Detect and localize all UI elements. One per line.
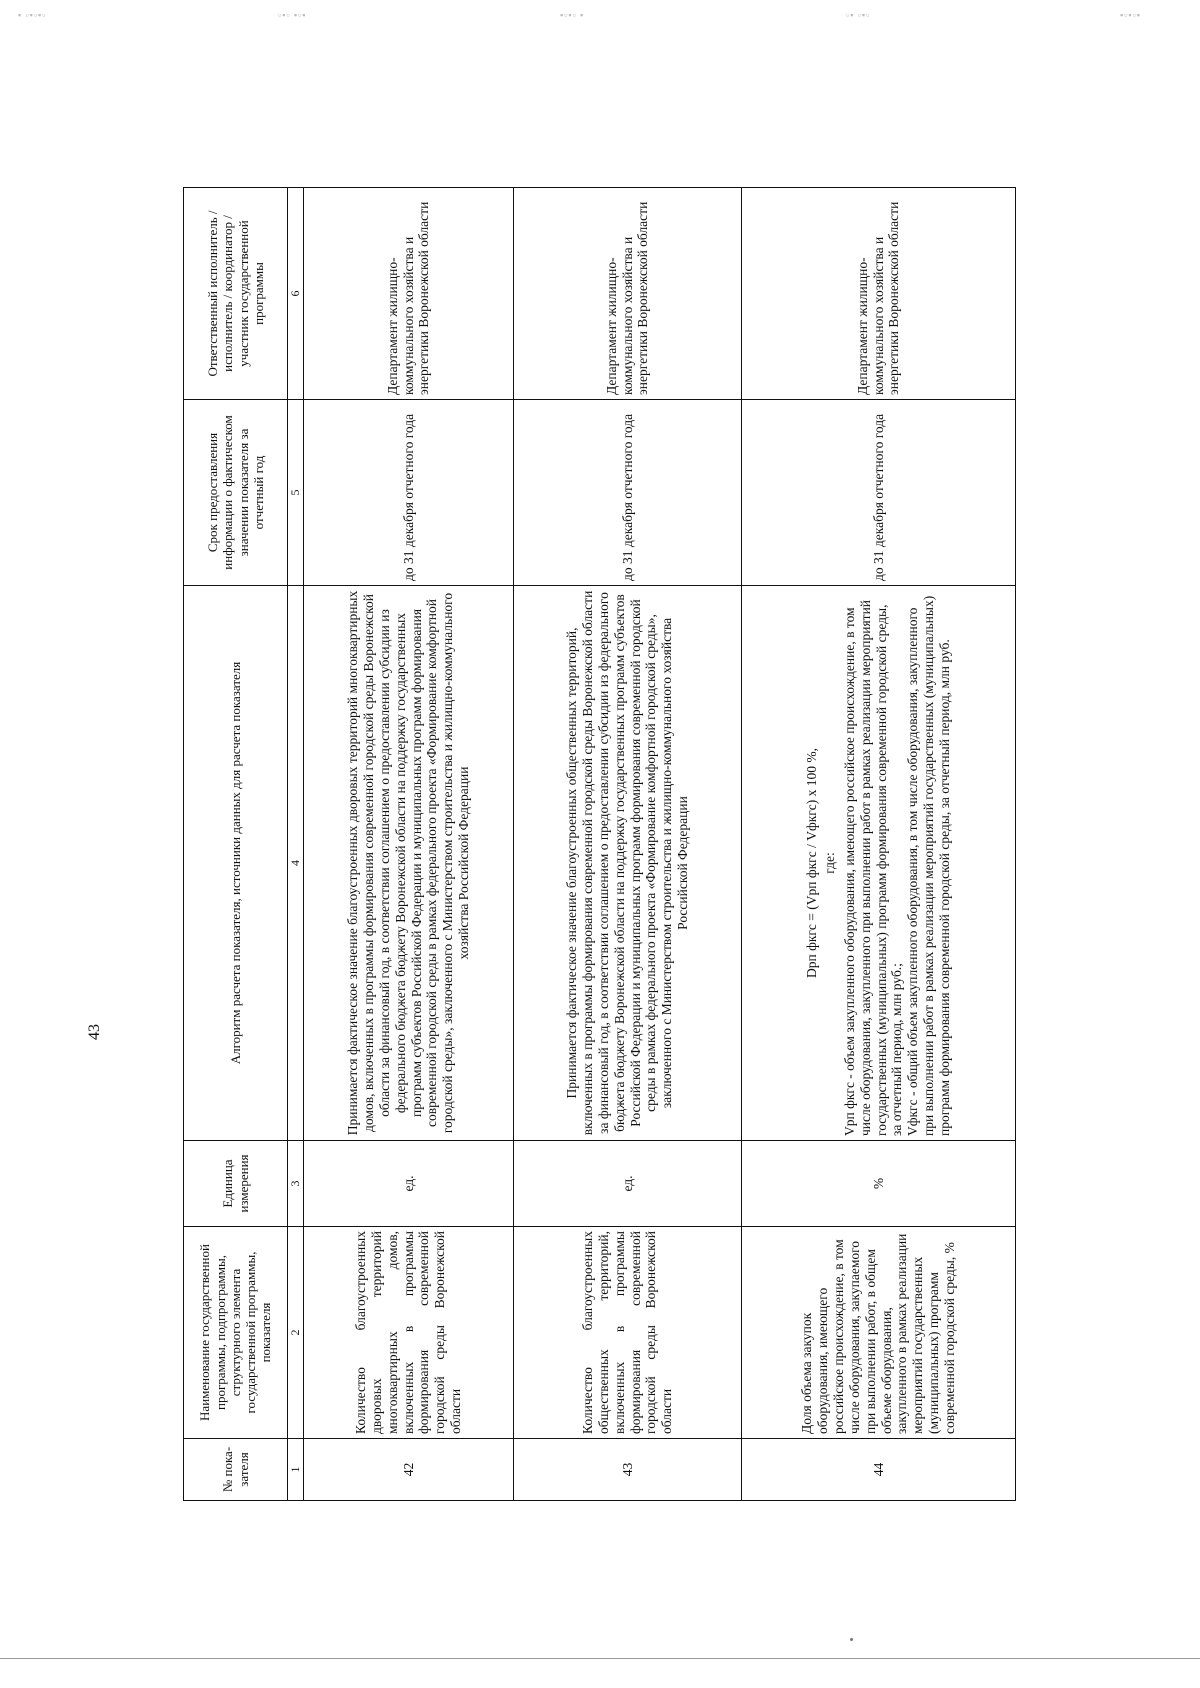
scan-speck: [850, 1638, 853, 1641]
row-number: 44: [742, 1439, 1016, 1501]
indicator-unit: %: [742, 1141, 1016, 1227]
scan-artifact: ▪▫▪▫ ▪: [560, 10, 585, 20]
column-number: 2: [288, 1227, 304, 1439]
scan-artifact: ▪ ▫▪▫▪▫: [18, 10, 47, 20]
indicator-algorithm: Принимается фактическое значение благоустроенных дворовых территорий многоквартирных домов, включенных в программы формирования современной городской среды Воронежской области за финансовый год, в соответствии соглашением о предоставлении субсидии из федерального бюджета бюджету Воронежской области на поддержку государственных программ субъектов Российской Федерации и муниципальных программ формирования современной городской среды в рамках федерального проекта «Формирование комфортной городской среды», заключенного с Министерством строительства и жилищно-коммунального хозяйства Российской Федерации: [304, 586, 514, 1141]
indicator-executor: Департамент жилищно-коммунального хозяйства и энергетики Воронежской области: [514, 188, 742, 400]
header-indicator-number: № пока-зателя: [184, 1439, 288, 1501]
header-algorithm: Алгоритм расчета показателя, источники данных для расчета показателя: [184, 586, 288, 1141]
header-deadline: Срок предоставления информации о фактическом значении показателя за отчетный год: [184, 400, 288, 586]
column-number: 4: [288, 586, 304, 1141]
header-row: [184, 188, 288, 1501]
indicator-table-rotated: [183, 188, 1015, 1501]
column-number: 1: [288, 1439, 304, 1501]
indicator-deadline: до 31 декабря отчетного года: [514, 400, 742, 586]
header-program-name: Наименование государственной программы, подпрограммы, структурного элемента государственной программы, показателя: [184, 1227, 288, 1439]
table-row: [304, 188, 514, 1501]
table-row: [514, 188, 742, 1501]
column-number: 5: [288, 400, 304, 586]
scan-edge-line: [0, 1658, 1200, 1659]
indicator-unit: ед.: [304, 1141, 514, 1227]
algorithm-definition: Vфкгс - общий объем закупленного оборудования, в том числе оборудования, закупленного при выполнении работ в рамках реализации мероприятий государственных (муниципальных) программ формирования современной городской среды, за отчетный период, млн руб.: [905, 595, 953, 1136]
indicator-name: Количество благоустроенных дворовых территорий многоквартирных домов, включенных в программы формирования современной городской среды Воронежской области: [304, 1227, 514, 1439]
indicator-executor: Департамент жилищно-коммунального хозяйства и энергетики Воронежской области: [304, 188, 514, 400]
scan-artifact: ▫▪▫ ▪▫▪: [278, 10, 307, 20]
indicator-name: Доля объема закупок оборудования, имеющего российское происхождение, в том числе оборудования, закупаемого при выполнении работ, в общем объеме оборудования, закупленного в рамках реализации мероприятий государственных (муниципальных) программ современной городской среды, %: [742, 1227, 1016, 1439]
indicator-deadline: до 31 декабря отчетного года: [304, 400, 514, 586]
row-number: 43: [514, 1439, 742, 1501]
column-number: 6: [288, 188, 304, 400]
column-number: 3: [288, 1141, 304, 1227]
indicator-deadline: до 31 декабря отчетного года: [742, 400, 1016, 586]
header-unit: Единица измерения: [184, 1141, 288, 1227]
algorithm-formula: Dрп фкгс = (Vрп фкгс / Vфкгс) x 100 %,: [803, 747, 819, 979]
row-number: 42: [304, 1439, 514, 1501]
column-number-row: [288, 188, 304, 1501]
indicator-algorithm: [742, 586, 1016, 1141]
scan-artifact: ▫▪ ▫▪▫: [846, 10, 871, 20]
table-row: [742, 188, 1016, 1501]
header-executor: Ответственный исполнитель / исполнитель / координатор / участник государственной программы: [184, 188, 288, 400]
indicator-table: [183, 187, 1016, 1501]
indicator-algorithm: Принимается фактическое значение благоустроенных общественных территорий, включенных в программы формирования современной городской среды Воронежской области за финансовый год, в соответствии соглашением о предоставлении субсидии из федерального бюджета бюджету Воронежской области на поддержку государственных программ субъектов Российской Федерации и муниципальных программ формирования современной городской среды в рамках федерального проекта «Формирование комфортной городской среды», заключенного с Министерством строительства и жилищно-коммунального хозяйства Российской Федерации: [514, 586, 742, 1141]
indicator-name: Количество благоустроенных общественных территорий, включенных в программы формирования современной городской среды Воронежской области: [514, 1227, 742, 1439]
indicator-unit: ед.: [514, 1141, 742, 1227]
algorithm-where: где:: [821, 852, 837, 874]
scan-artifact: ▪▫▪▫▪: [1120, 10, 1141, 20]
algorithm-definition: Vрп фкгс - объем закупленного оборудования, имеющего российское происхождение, в том числе оборудования, закупленного при выполнении работ в рамках реализации мероприятий государственных (муниципальных) программ формирования современной городской среды, за отчетный период, млн руб.;: [841, 599, 905, 1136]
indicator-executor: Департамент жилищно-коммунального хозяйства и энергетики Воронежской области: [742, 188, 1016, 400]
page-number: 43: [86, 1024, 103, 1040]
